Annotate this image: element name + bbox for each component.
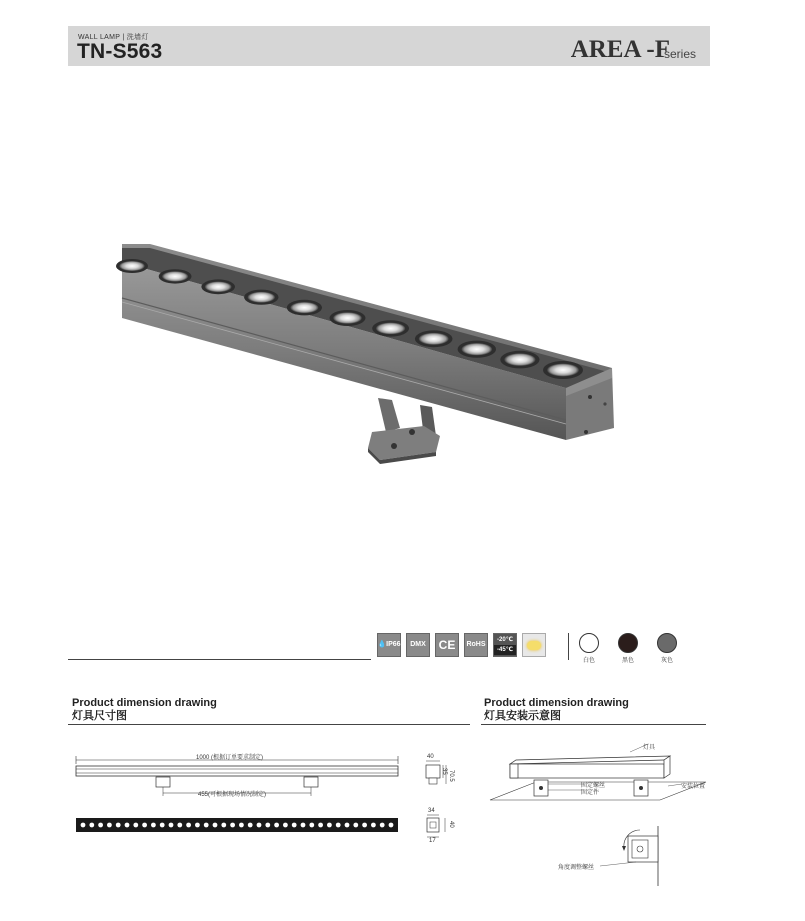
install-title-en: Product dimension drawing (484, 697, 629, 709)
lamp-label: 灯具 (643, 745, 656, 751)
color-label-black: 黑色 (621, 658, 634, 664)
ip66-icon: 💧 IP66 (377, 633, 401, 657)
bottom-width-label: 34 (428, 808, 435, 814)
color-label-white: 白色 (582, 658, 595, 664)
height-total-label: 70.5 (448, 770, 454, 782)
dimension-title-en: Product dimension drawing (72, 697, 217, 709)
bottom-height-label: 40 (448, 821, 454, 828)
color-label-gray: 灰色 (660, 658, 673, 664)
series-label: series (663, 47, 696, 61)
length-label: 1000 (根据订单要求制定) (196, 755, 264, 761)
angle-screw-label: 角度调整螺丝 (558, 865, 595, 871)
temp-high-label: -20℃ (497, 637, 513, 643)
ce-icon: CE (435, 633, 459, 657)
height-body-label: 35 (441, 768, 447, 775)
width-label: 40 (427, 754, 434, 760)
dmx-icon: DMX (406, 633, 430, 657)
rohs-icon: RoHS (464, 633, 488, 657)
bracket-spacing-label: 455(可根据现场情况制定) (198, 792, 267, 798)
model-title: TN-S563 (77, 40, 163, 63)
dimension-title-cn: 灯具尺寸图 (72, 710, 127, 722)
area-title: AREA -F (570, 36, 670, 63)
fixer-label: 固定件 (581, 790, 600, 796)
category-label: WALL LAMP | 洗墙灯 (78, 34, 149, 41)
bottom-base-label: 17 (429, 838, 436, 844)
install-title-cn: 灯具安装示意图 (484, 710, 561, 722)
mount-position-label: 安装位置 (681, 784, 706, 790)
screw-label: 固定螺丝 (581, 783, 606, 789)
temp-low-label: -45℃ (494, 645, 516, 655)
